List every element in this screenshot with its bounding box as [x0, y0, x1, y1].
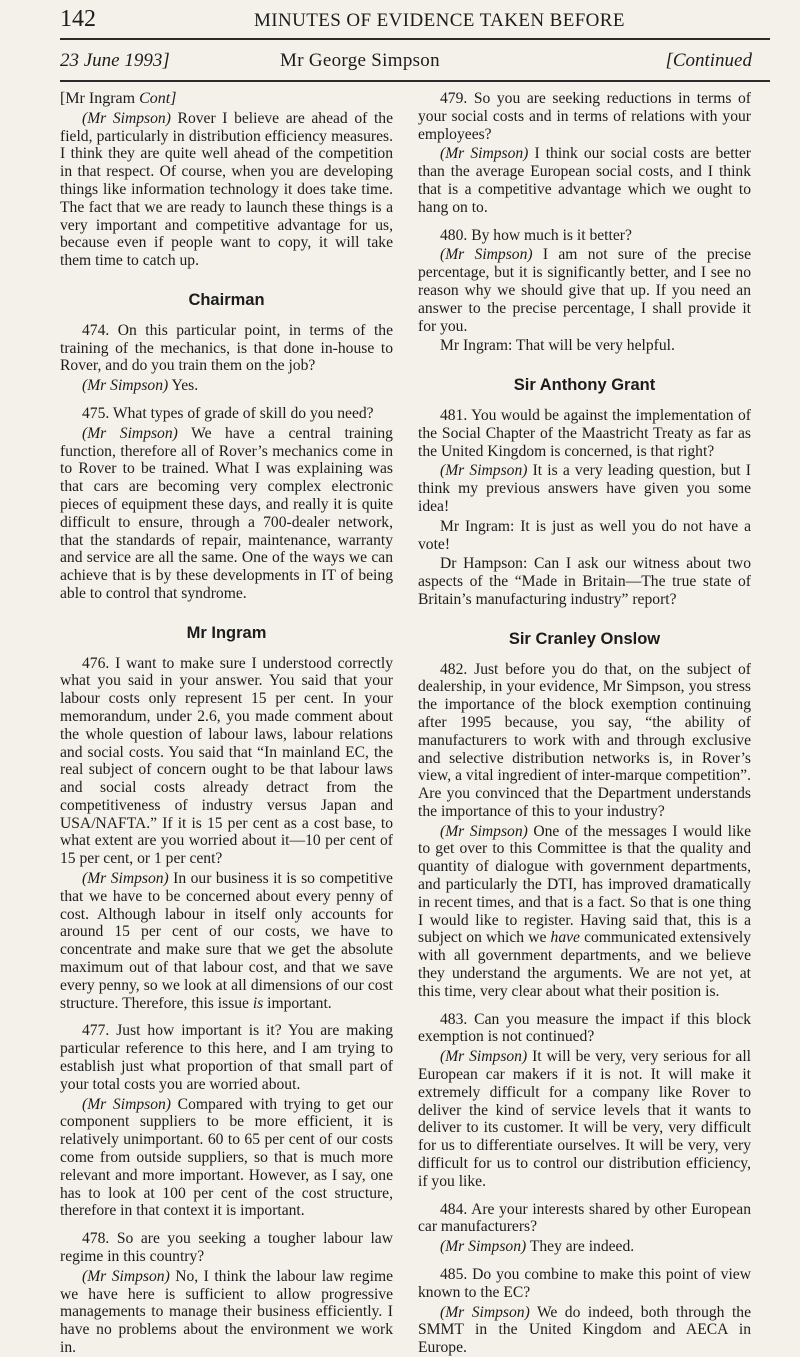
right-column — [418, 90, 751, 1357]
remark-ingram-vote: Mr Ingram: It is just as well you do not have a vote! — [418, 517, 751, 553]
continued-label: [Continued — [665, 50, 752, 71]
session-header — [60, 50, 760, 76]
answer-476: (Mr Simpson) In our business it is so competitive that we have to be concerned about every penny of cost. Although labour in itself only accounts for around 15 per cent of our costs, we have to concentrate and make sure that we get the absolute maximum out of that labour cost, and that we save every penny, so we look at all dimensions of our cost structure. Therefore, this issue is important. — [60, 870, 393, 1012]
speaker-heading-ingram: Mr Ingram — [186, 623, 267, 642]
question-475: 475. What types of grade of skill do you need? — [82, 404, 374, 422]
running-title: MINUTES OF EVIDENCE TAKEN BEFORE — [254, 10, 625, 31]
question-482: 482. Just before you do that, on the subject of dealership, in your evidence, Mr Simpson, you stress the importance of the block exemption continuing after 1995 because, you say, “the ability of manufacturers to work with and through exclusive and selective distribution networks is, in Rover’s view, a vital ingredient of inter-marque competition”. Are you convinced that the Department understands the importance of this to your industry? — [418, 660, 751, 820]
question-479: 479. So you are seeking reductions in terms of your social costs and in terms of relations with your employees? — [418, 90, 751, 143]
question-484: 484. Are your interests shared by other European car manufacturers? — [418, 1200, 751, 1236]
witness-name: Mr George Simpson — [280, 50, 440, 71]
answer-478: (Mr Simpson) No, I think the labour law regime we have here is sufficient to allow progressive managements to manage their business efficiently. I have no problems about the environment we work in. — [60, 1267, 393, 1356]
answer-paragraph: (Mr Simpson) Rover I believe are ahead of the field, particularly in distribution efficiency measures. I think they are quite well ahead of the competition in that respect. Of course, when you are developing things like information technology it does take time. The fact that we are ready to launch these things is a very important and competitive advantage for us, because even if people want to copy, it will take them time to catch up. — [60, 109, 393, 270]
question-478: 478. So are you seeking a tougher labour law regime in this country? — [60, 1230, 393, 1266]
question-474: 474. On this particular point, in terms of the training of the mechanics, is that done in-house to Rover, and do you train them on the job? — [60, 321, 393, 375]
header-rule-top — [60, 38, 770, 40]
answer-483: (Mr Simpson) It will be very, very serious for all European car makers if it is not. It will make it extremely difficult for a company like Rover to deliver the kind of service levels that it wants to deliver to its customer. It will be very, very difficult for us to differentiate ourselves. It will be very, very difficult for us to control our distribution efficiency, if you like. — [418, 1048, 751, 1190]
question-477: 477. Just how important is it? You are making particular reference to this here, and I am trying to establish just what proportion of that small part of your total costs you are worried about. — [60, 1022, 393, 1093]
question-476: 476. I want to make sure I understood correctly what you said in your answer. You said that your labour costs only represent 15 per cent. In your memorandum, under 2.6, you made comment about the whole question of labour laws, labour relations and social costs. You said that “In mainland EC, the real subject of concern ought to be that labour laws and social costs already detract from the competitiveness of industry versus Japan and USA/NAFTA.” If it is 15 per cent as a cost base, to what extent are you worried about it—10 per cent of 15 per cent, or 1 per cent? — [60, 654, 393, 868]
answer-485: (Mr Simpson) We do indeed, both through the SMMT in the United Kingdom and AECA in Europe. — [418, 1303, 751, 1357]
session-date: 23 June 1993] — [60, 50, 170, 71]
question-485: 485. Do you combine to make this point of view known to the EC? — [418, 1266, 751, 1301]
speaker-heading-onslow: Sir Cranley Onslow — [508, 629, 661, 648]
header-rule-bottom — [60, 80, 770, 82]
answer-477: (Mr Simpson) Compared with trying to get our component suppliers to be more efficient, it is relatively unimportant. 60 to 65 per cent of our costs come from outside suppliers, so that is much more relevant and more important. However, as I say, one has to look at 100 per cent of the cost structure, therefore in that context it is important. — [60, 1095, 393, 1220]
remark-ingram: Mr Ingram: That will be very helpful. — [440, 337, 675, 355]
answer-475: (Mr Simpson) We have a central training function, therefore all of Rover’s mechanics come in to Rover to be trained. What I was explaining was that cars are becoming very complex electronic pieces of equipment these days, and really it is quite difficult to ensure, through a 700-dealer network, that the standards of repair, maintenance, warranty and service are all the same. One of the ways we can achieve that is by these developments in IT of being able to control that syndrome. — [60, 424, 393, 602]
speaker-heading-chairman: Chairman — [188, 290, 265, 309]
question-483: 483. Can you measure the impact if this block exemption is not continued? — [418, 1010, 751, 1046]
left-column — [60, 90, 393, 1357]
answer-484: (Mr Simpson) They are indeed. — [440, 1238, 635, 1256]
answer-481: (Mr Simpson) It is a very leading question, but I think my previous answers have given you some idea! — [418, 462, 751, 515]
question-481: 481. You would be against the implementation of the Social Chapter of the Maastricht Treaty as far as the United Kingdom is concerned, is that right? — [418, 406, 751, 460]
running-header — [60, 6, 760, 36]
answer-482: (Mr Simpson) One of the messages I would like to get over to this Committee is that the quality and quantity of dialogue with government departments, and particularly the DTI, has improved dramatically in recent times, and that is a fact. So that is one thing I would like to register. Having said that, this is a subject on which we have communicated extensively with all government departments, and we believe they understand the arguments. We are not yet, at this time, very clear about what their position is. — [418, 822, 751, 1000]
page-number: 142 — [60, 6, 96, 32]
speaker-heading-grant: Sir Anthony Grant — [513, 376, 656, 395]
answer-480: (Mr Simpson) I am not sure of the precise percentage, but it is significantly better, and I see no reason why we should give that up. If you need an answer to the precise percentage, I shall provide it for you. — [418, 246, 751, 335]
answer-474: (Mr Simpson) Yes. — [82, 377, 199, 395]
continued-speaker: [Mr Ingram Cont] — [60, 90, 177, 107]
remark-hampson: Dr Hampson: Can I ask our witness about two aspects of the “Made in Britain—The true state of Britain’s manufacturing industry” report? — [418, 555, 751, 608]
question-480: 480. By how much is it better? — [440, 226, 632, 244]
answer-479: (Mr Simpson) I think our social costs are better than the average European social costs, and I think that is a competitive advantage which we ought to hang on to. — [418, 145, 751, 216]
